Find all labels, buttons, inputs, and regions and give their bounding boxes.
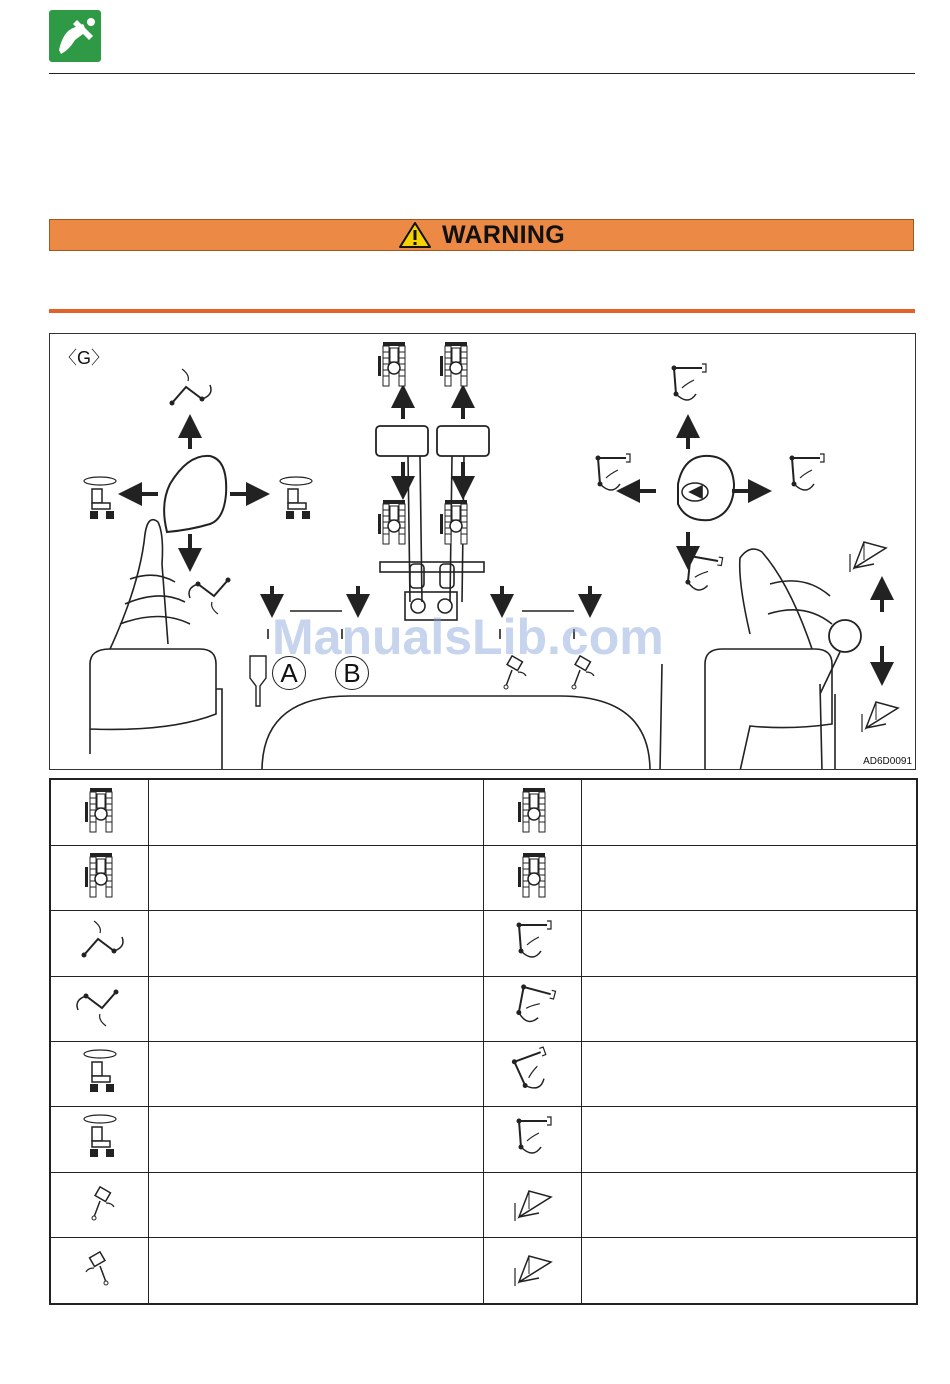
maintenance-logo-icon	[49, 10, 101, 62]
swing-left-icon	[50, 1041, 149, 1106]
track-forward-left-icon	[50, 779, 149, 845]
table-cell	[582, 1238, 918, 1304]
track-reverse-right-icon	[484, 845, 582, 910]
table-row	[50, 1238, 917, 1304]
track-reverse-left-icon	[50, 845, 149, 910]
pedal-b-label: B	[335, 656, 369, 690]
table-cell	[149, 1107, 484, 1172]
table-row	[50, 911, 917, 976]
table-cell	[582, 1172, 918, 1237]
table-cell	[582, 845, 918, 910]
blade-raise-icon	[484, 1172, 582, 1237]
boom-swing-left-icon	[50, 1172, 149, 1237]
table-cell	[582, 1041, 918, 1106]
figure-code: AD6D0091	[863, 756, 912, 767]
boom-raise-icon	[484, 911, 582, 976]
table-cell	[149, 779, 484, 845]
table-row	[50, 1041, 917, 1106]
table-cell	[582, 976, 918, 1041]
swing-right-icon	[50, 1107, 149, 1172]
control-function-table	[49, 778, 918, 1305]
control-layout-drawing	[50, 334, 916, 770]
bucket-dump-icon	[484, 1041, 582, 1106]
table-cell	[149, 1238, 484, 1304]
warning-banner	[49, 219, 914, 251]
pedal-a-label: A	[272, 656, 306, 690]
table-cell	[582, 779, 918, 845]
section-rule	[49, 309, 915, 313]
table-cell	[149, 1041, 484, 1106]
watermark: ManualsLib.com	[272, 609, 664, 665]
boom-lower-icon	[484, 976, 582, 1041]
table-cell	[149, 911, 484, 976]
table-row	[50, 845, 917, 910]
control-layout-figure	[49, 333, 916, 770]
figure-label: 〈G〉	[59, 348, 110, 368]
table-cell	[149, 976, 484, 1041]
boom-swing-right-icon	[50, 1238, 149, 1304]
table-row	[50, 779, 917, 845]
track-forward-right-icon	[484, 779, 582, 845]
table-row	[50, 976, 917, 1041]
warning-label: WARNING	[442, 220, 565, 249]
header-rule	[49, 73, 915, 74]
table-cell	[149, 1172, 484, 1237]
table-cell	[582, 1107, 918, 1172]
bucket-crowd-icon	[484, 1107, 582, 1172]
table-cell	[582, 911, 918, 976]
table-row	[50, 1172, 917, 1237]
table-cell	[149, 845, 484, 910]
table-row	[50, 1107, 917, 1172]
arm-crowd-icon	[50, 911, 149, 976]
warning-triangle-icon	[398, 221, 432, 249]
arm-dump-icon	[50, 976, 149, 1041]
blade-lower-icon	[484, 1238, 582, 1304]
